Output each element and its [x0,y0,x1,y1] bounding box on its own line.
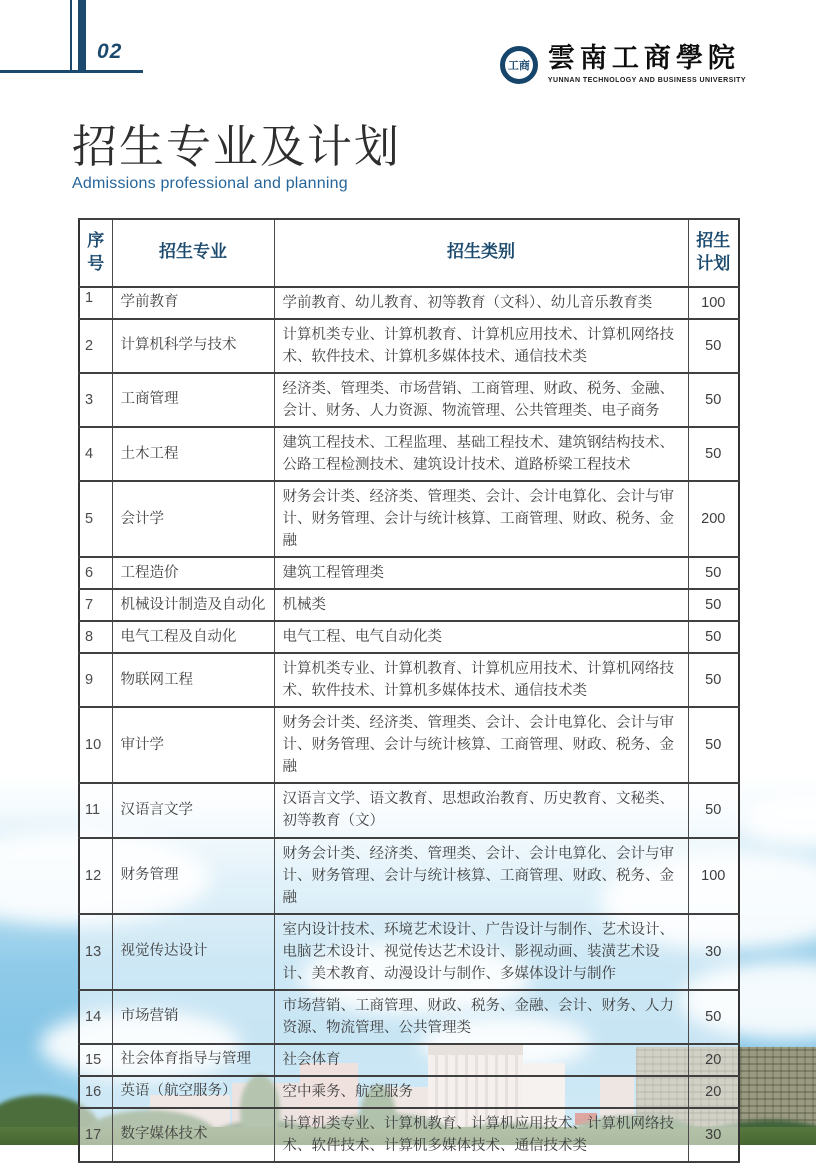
cell-index: 13 [79,914,112,990]
cell-plan: 50 [688,990,739,1044]
col-header-category: 招生类别 [274,219,688,287]
cell-major: 工商管理 [112,373,274,427]
cell-category: 经济类、管理类、市场营销、工商管理、财政、税务、金融、会计、财务、人力资源、物流管理、公共管理类、电子商务 [274,373,688,427]
cell-plan: 100 [688,287,739,319]
cell-category: 计算机类专业、计算机教育、计算机应用技术、计算机网络技术、软件技术、计算机多媒体技术、通信技术类 [274,653,688,707]
cell-index: 2 [79,319,112,373]
cell-plan: 50 [688,589,739,621]
cell-plan: 20 [688,1044,739,1076]
cell-index: 5 [79,481,112,557]
cell-major: 审计学 [112,707,274,783]
cell-major: 电气工程及自动化 [112,621,274,653]
cell-index: 10 [79,707,112,783]
col-header-major: 招生专业 [112,219,274,287]
page-number: 02 [97,40,123,63]
col-header-plan: 招生计划 [688,219,739,287]
cell-plan: 50 [688,621,739,653]
cell-category: 机械类 [274,589,688,621]
page-subtitle: Admissions professional and planning [72,174,348,192]
cell-category: 社会体育 [274,1044,688,1076]
cell-index: 16 [79,1076,112,1108]
cell-plan: 20 [688,1076,739,1108]
cell-plan: 50 [688,319,739,373]
cell-plan: 30 [688,1108,739,1162]
cell-category: 室内设计技术、环境艺术设计、广告设计与制作、艺术设计、电脑艺术设计、视觉传达艺术设计、影视动画、装潢艺术设计、美术教育、动漫设计与制作、多媒体设计与制作 [274,914,688,990]
university-brand [500,44,746,84]
decoration-bar [0,70,143,73]
cell-index: 7 [79,589,112,621]
cell-plan: 50 [688,427,739,481]
cell-major: 视觉传达设计 [112,914,274,990]
table-row [79,373,739,427]
cell-category: 建筑工程技术、工程监理、基础工程技术、建筑钢结构技术、公路工程检测技术、建筑设计技术、道路桥梁工程技术 [274,427,688,481]
cell-category: 财务会计类、经济类、管理类、会计、会计电算化、会计与审计、财务管理、会计与统计核算、工商管理、财政、税务、金融 [274,707,688,783]
table-row [79,838,739,914]
cell-index: 8 [79,621,112,653]
table-row [79,1108,739,1162]
cell-major: 学前教育 [112,287,274,319]
cloud-shape [740,795,816,845]
table-header-row [79,219,739,287]
seal-text: 工商 [505,51,533,79]
cell-index: 4 [79,427,112,481]
cell-index: 14 [79,990,112,1044]
cell-major: 会计学 [112,481,274,557]
table-row [79,914,739,990]
cell-major: 物联网工程 [112,653,274,707]
cell-index: 15 [79,1044,112,1076]
cell-plan: 200 [688,481,739,557]
cell-plan: 50 [688,783,739,837]
cell-major: 财务管理 [112,838,274,914]
table-row [79,707,739,783]
table-row [79,990,739,1044]
cell-major: 机械设计制造及自动化 [112,589,274,621]
cell-category: 汉语言文学、语文教育、思想政治教育、历史教育、文秘类、初等教育（文） [274,783,688,837]
cell-major: 市场营销 [112,990,274,1044]
cell-major: 计算机科学与技术 [112,319,274,373]
decoration-bar [70,0,72,72]
admissions-table [78,218,740,1163]
cell-category: 计算机类专业、计算机教育、计算机应用技术、计算机网络技术、软件技术、计算机多媒体技术、通信技术类 [274,319,688,373]
cell-major: 英语（航空服务） [112,1076,274,1108]
table-row [79,319,739,373]
cell-category: 空中乘务、航空服务 [274,1076,688,1108]
cell-index: 6 [79,557,112,589]
cell-plan: 50 [688,707,739,783]
cell-category: 财务会计类、经济类、管理类、会计、会计电算化、会计与审计、财务管理、会计与统计核算、工商管理、财政、税务、金融 [274,481,688,557]
cell-plan: 50 [688,557,739,589]
table-row [79,783,739,837]
cell-category: 建筑工程管理类 [274,557,688,589]
cell-index: 1 [79,287,112,319]
cell-major: 工程造价 [112,557,274,589]
table-row [79,621,739,653]
table-row [79,589,739,621]
cell-index: 12 [79,838,112,914]
table-row [79,1044,739,1076]
cell-plan: 30 [688,914,739,990]
decoration-bar [78,0,86,72]
table-row [79,287,739,319]
cell-category: 电气工程、电气自动化类 [274,621,688,653]
admissions-table-wrap [78,218,738,1163]
col-header-index: 序号 [79,219,112,287]
cell-major: 数字媒体技术 [112,1108,274,1162]
cell-index: 17 [79,1108,112,1162]
cell-plan: 100 [688,838,739,914]
cell-plan: 50 [688,653,739,707]
university-name-zh: 雲南工商學院 [547,43,740,73]
table-row [79,481,739,557]
cell-category: 学前教育、幼儿教育、初等教育（文科）、幼儿音乐教育类 [274,287,688,319]
cell-plan: 50 [688,373,739,427]
cell-category: 市场营销、工商管理、财政、税务、金融、会计、财务、人力资源、物流管理、公共管理类 [274,990,688,1044]
table-row [79,653,739,707]
page-title: 招生专业及计划 [72,121,402,172]
title-block [72,122,401,193]
cell-category: 财务会计类、经济类、管理类、会计、会计电算化、会计与审计、财务管理、会计与统计核算、工商管理、财政、税务、金融 [274,838,688,914]
table-row [79,1076,739,1108]
table-row [79,557,739,589]
table-row [79,427,739,481]
cell-category: 计算机类专业、计算机教育、计算机应用技术、计算机网络技术、软件技术、计算机多媒体技术、通信技术类 [274,1108,688,1162]
cell-index: 9 [79,653,112,707]
cell-major: 社会体育指导与管理 [112,1044,274,1076]
cell-index: 11 [79,783,112,837]
university-name-en: YUNNAN TECHNOLOGY AND BUSINESS UNIVERSITY [547,76,746,84]
cell-index: 3 [79,373,112,427]
cell-major: 土木工程 [112,427,274,481]
cell-major: 汉语言文学 [112,783,274,837]
table-body [79,287,739,1162]
university-seal-icon [500,46,538,84]
